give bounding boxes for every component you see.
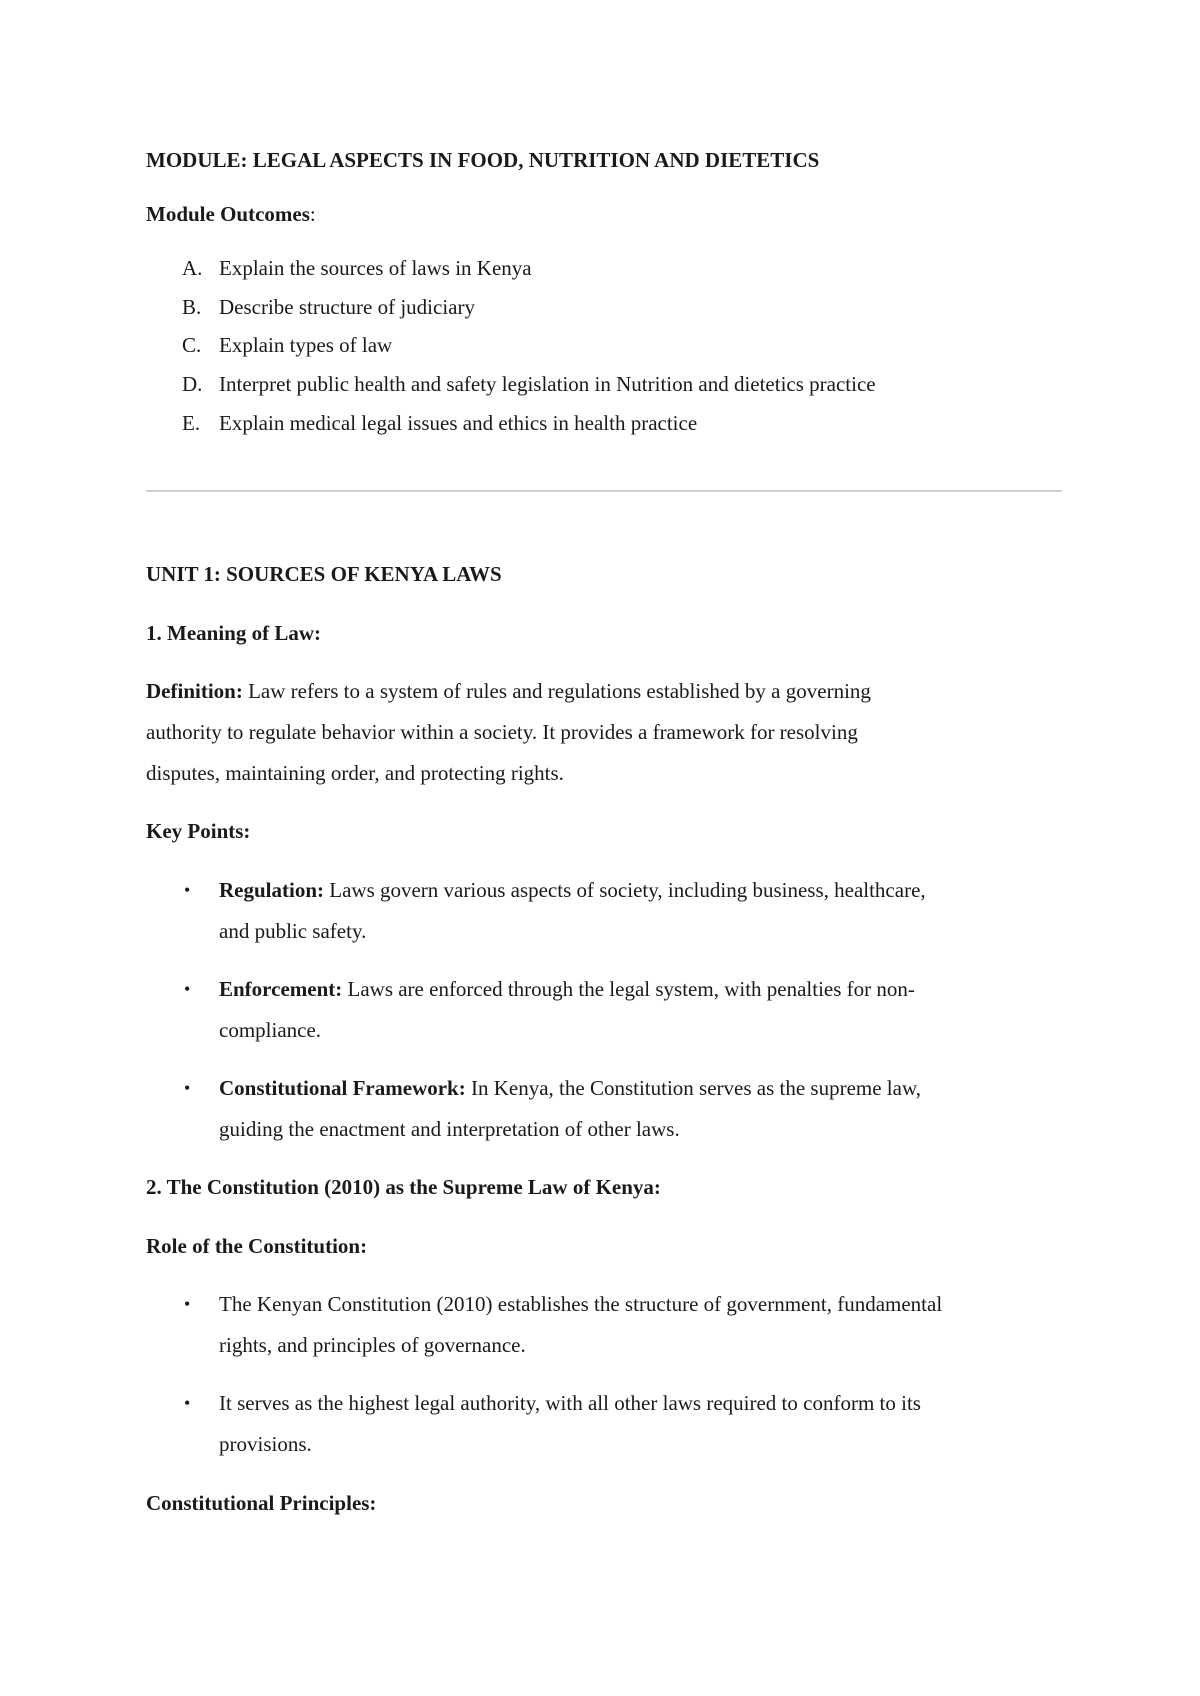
definition-label: Definition: — [146, 679, 243, 703]
outcomes-heading: Module Outcomes — [146, 202, 310, 226]
section-divider — [146, 490, 1062, 492]
module-title: MODULE: LEGAL ASPECTS IN FOOD, NUTRITION AND DIETETICS — [146, 148, 820, 172]
role-point-line: provisions. — [219, 1432, 312, 1456]
bullet-icon: • — [184, 880, 191, 900]
outcome-text: Describe structure of judiciary — [219, 295, 475, 319]
role-point-line: The Kenyan Constitution (2010) establishes the structure of government, fundamental — [219, 1292, 943, 1316]
key-points-heading: Key Points: — [146, 819, 251, 843]
outcome-marker: C. — [182, 333, 202, 357]
outcome-marker: D. — [182, 372, 203, 396]
outcome-text: Interpret public health and safety legislation in Nutrition and dietetics practice — [219, 372, 876, 396]
definition-line: authority to regulate behavior within a society. It provides a framework for resolving — [146, 720, 858, 744]
outcome-marker: B. — [182, 295, 202, 319]
key-point-label: Enforcement: — [219, 977, 343, 1001]
key-point-text — [219, 975, 915, 1003]
key-point-line: Laws govern various aspects of society, including business, healthcare, — [324, 878, 926, 902]
key-point-text — [219, 1074, 921, 1102]
principles-heading: Constitutional Principles: — [146, 1491, 377, 1515]
section-heading-meaning-of-law: 1. Meaning of Law: — [146, 621, 321, 645]
outcome-text: Explain medical legal issues and ethics in health practice — [219, 411, 698, 435]
bullet-icon: • — [184, 979, 191, 999]
outcome-text: Explain the sources of laws in Kenya — [219, 256, 532, 280]
role-heading: Role of the Constitution: — [146, 1234, 368, 1258]
key-point-line: and public safety. — [219, 919, 367, 943]
key-point-text — [219, 876, 926, 904]
bullet-icon: • — [184, 1294, 191, 1314]
definition-line: disputes, maintaining order, and protecting rights. — [146, 761, 564, 785]
section-heading-constitution: 2. The Constitution (2010) as the Supreme Law of Kenya: — [146, 1175, 661, 1199]
outcomes-colon: : — [309, 202, 316, 226]
key-point-line: guiding the enactment and interpretation of other laws. — [219, 1117, 680, 1141]
definition-line — [146, 677, 871, 705]
outcome-marker: A. — [182, 256, 203, 280]
outcome-marker: E. — [182, 411, 201, 435]
key-point-line: Laws are enforced through the legal system, with penalties for non- — [342, 977, 915, 1001]
key-point-label: Constitutional Framework: — [219, 1076, 466, 1100]
unit-title: UNIT 1: SOURCES OF KENYA LAWS — [146, 562, 502, 586]
bullet-icon: • — [184, 1078, 191, 1098]
outcomes-heading-line — [146, 200, 316, 228]
role-point-line: rights, and principles of governance. — [219, 1333, 526, 1357]
definition-text: Law refers to a system of rules and regulations established by a governing — [242, 679, 871, 703]
outcome-text: Explain types of law — [219, 333, 393, 357]
key-point-line: In Kenya, the Constitution serves as the supreme law, — [465, 1076, 922, 1100]
key-point-label: Regulation: — [219, 878, 324, 902]
key-point-line: compliance. — [219, 1018, 322, 1042]
role-point-line: It serves as the highest legal authority, with all other laws required to conform to its — [219, 1391, 921, 1415]
bullet-icon: • — [184, 1393, 191, 1413]
